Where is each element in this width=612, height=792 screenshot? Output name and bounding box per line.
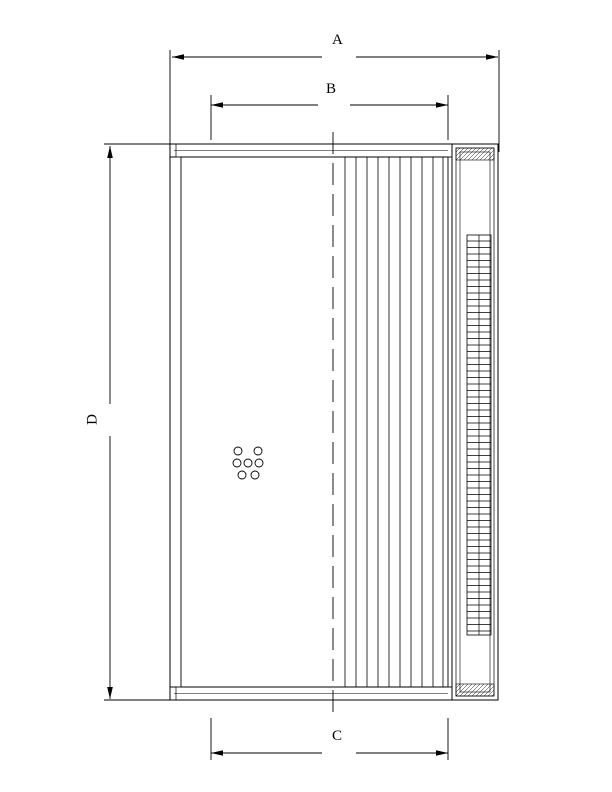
mesh-screen-panel [467, 235, 491, 635]
dimension-c [211, 718, 448, 760]
dimension-d [104, 144, 172, 700]
dimension-label-d: D [84, 414, 101, 425]
bypass-hole-cluster [233, 447, 263, 479]
bottom-end-cap [170, 687, 452, 700]
dimension-label-a: A [332, 32, 343, 48]
dimension-b [211, 95, 448, 140]
dimension-label-c: C [332, 728, 343, 744]
dimension-label-b: B [326, 81, 337, 97]
dimension-a [170, 50, 499, 152]
top-end-cap [170, 144, 452, 157]
filter-body-outline [170, 144, 452, 700]
pleat-lines [345, 157, 443, 687]
